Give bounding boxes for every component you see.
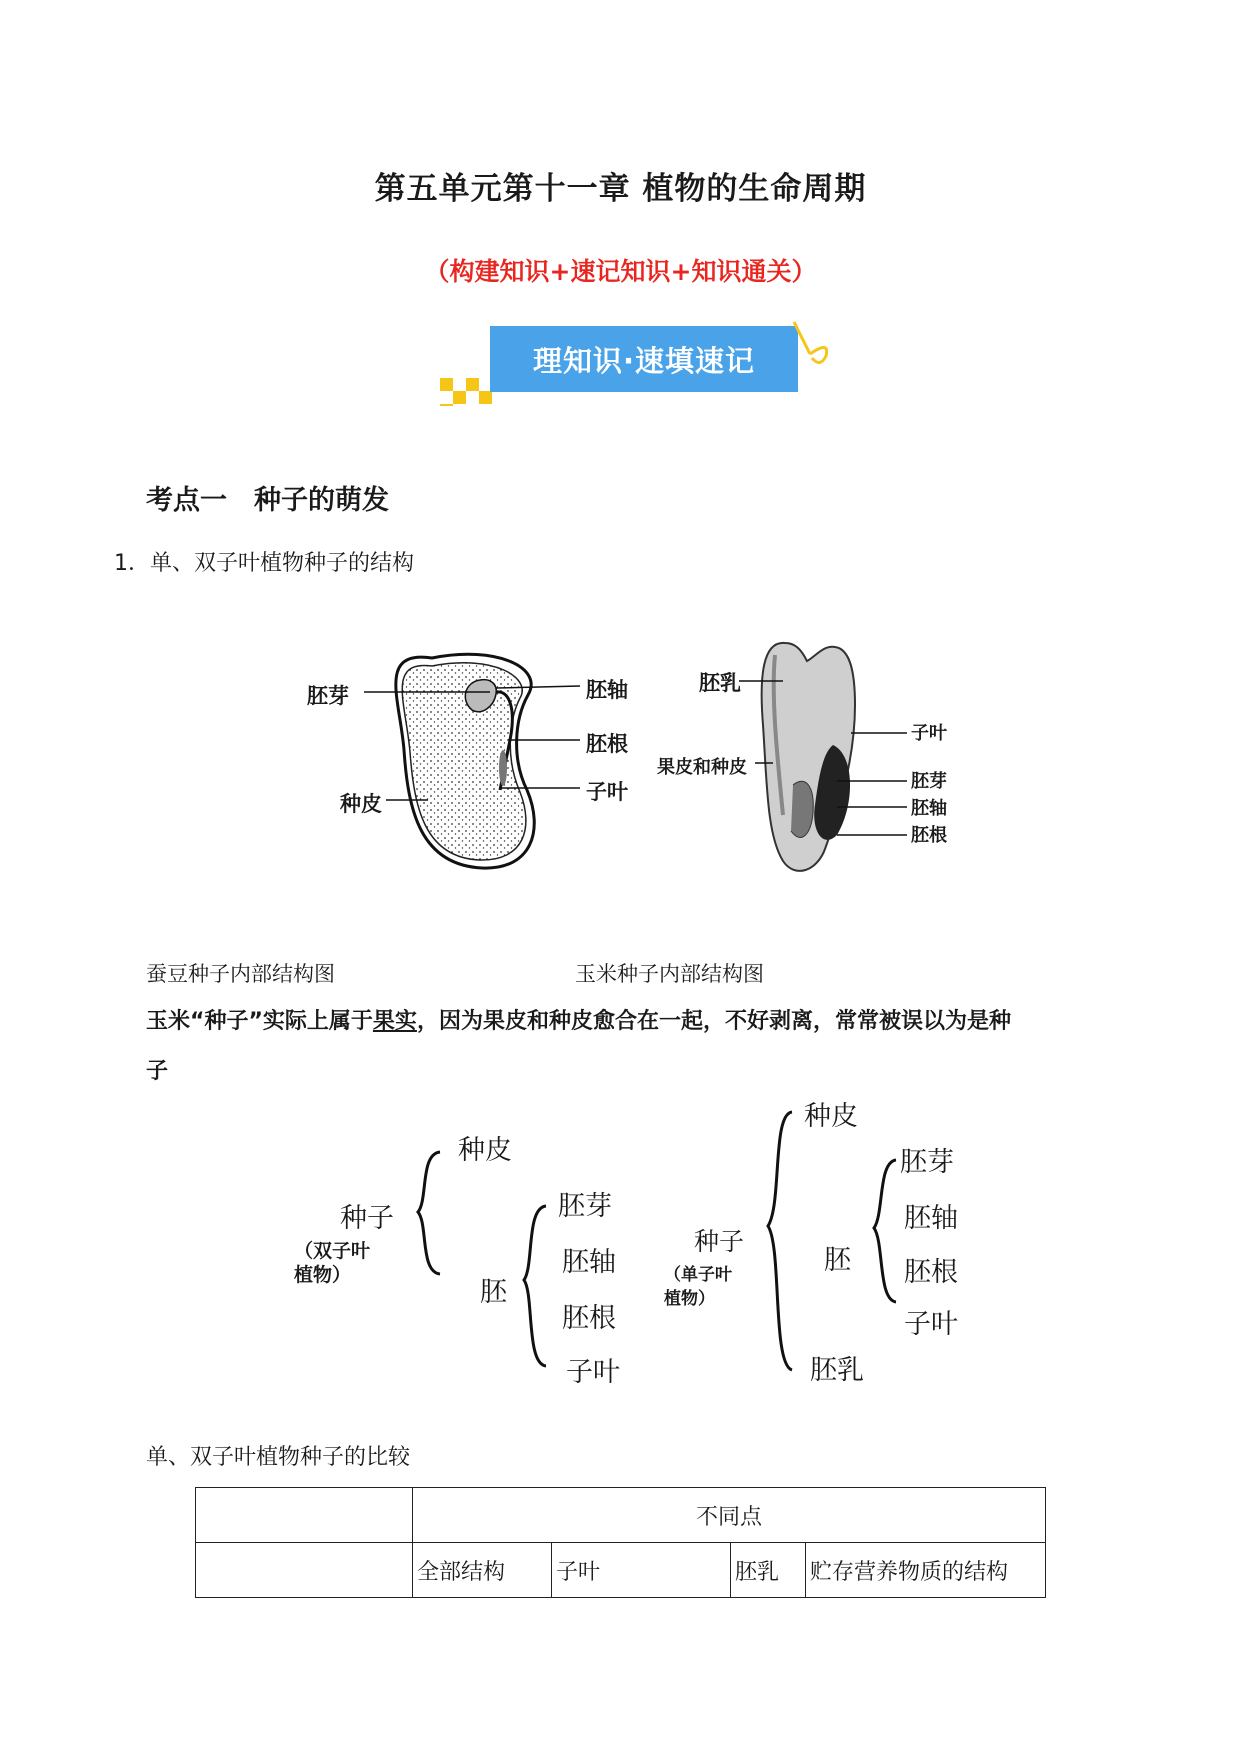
swirl-icon xyxy=(790,318,840,378)
monocot-part-2: 胚轴 xyxy=(904,1203,958,1234)
bean-seed-figure xyxy=(307,640,640,880)
comparison-table xyxy=(195,1487,1046,1598)
corn-label-guopi: 果皮和种皮 xyxy=(657,757,747,778)
monocot-part-1: 胚芽 xyxy=(900,1147,954,1178)
table-col-endosperm: 胚乳 xyxy=(731,1543,806,1598)
monocot-root: 种子 xyxy=(694,1227,745,1256)
dicot-part-3: 胚根 xyxy=(562,1303,616,1334)
corn-label-peigen: 胚根 xyxy=(911,825,947,846)
bean-label-peizhou: 胚轴 xyxy=(586,678,628,702)
bean-label-peiya: 胚芽 xyxy=(307,684,349,708)
checker-decoration xyxy=(440,378,492,406)
corn-note-rest: ，因为果皮和种皮愈合在一起，不好剥离，常常被误以为是种 xyxy=(416,1009,1011,1034)
monocot-part-3: 胚根 xyxy=(904,1257,958,1288)
table-row xyxy=(196,1488,1046,1543)
caption-corn: 玉米种子内部结构图 xyxy=(575,962,764,986)
table-col-structure: 全部结构 xyxy=(413,1543,552,1598)
corn-note-prefix: 玉米“种子”实际上属于 xyxy=(146,1009,373,1034)
dicot-zhongpi: 种皮 xyxy=(458,1135,512,1166)
corn-label-peiya: 胚芽 xyxy=(911,771,947,792)
dicot-root: 种子 xyxy=(340,1203,394,1234)
corn-note xyxy=(146,1004,1126,1035)
monocot-peiru: 胚乳 xyxy=(810,1355,864,1386)
corn-label-peiru: 胚乳 xyxy=(699,671,741,695)
monocot-root-note1: （单子叶 xyxy=(664,1265,732,1285)
dicot-seed-tree xyxy=(290,1100,710,1400)
page-subtitle: （构建知识+速记知识+知识通关） xyxy=(424,257,817,286)
corn-label-ziye: 子叶 xyxy=(911,723,947,744)
bean-label-zhongpi: 种皮 xyxy=(340,792,382,816)
item-1-heading: 1．单、双子叶植物种子的结构 xyxy=(114,551,414,576)
table-row xyxy=(196,1543,1046,1598)
caption-bean: 蚕豆种子内部结构图 xyxy=(146,962,335,986)
corn-note-line2: 子 xyxy=(146,1059,169,1084)
section-heading: 考点一 种子的萌发 xyxy=(146,485,389,516)
monocot-zhongpi: 种皮 xyxy=(804,1101,858,1132)
table-cell-empty xyxy=(196,1543,413,1598)
table-col-storage: 贮存营养物质的结构 xyxy=(806,1543,1046,1598)
bean-label-ziye: 子叶 xyxy=(586,780,628,804)
section-banner: 理知识·速填速记 xyxy=(490,326,798,392)
monocot-root-note2: 植物） xyxy=(664,1289,715,1309)
corn-seed-figure xyxy=(655,635,955,885)
dicot-part-2: 胚轴 xyxy=(562,1247,616,1278)
monocot-pei: 胚 xyxy=(824,1245,851,1276)
table-col-cotyledon: 子叶 xyxy=(552,1543,731,1598)
dicot-part-1: 胚芽 xyxy=(558,1191,612,1222)
compare-heading: 单、双子叶植物种子的比较 xyxy=(146,1445,411,1470)
corn-label-peizhou: 胚轴 xyxy=(911,798,947,819)
table-header-diff: 不同点 xyxy=(413,1488,1046,1543)
monocot-part-4: 子叶 xyxy=(904,1309,958,1340)
dicot-pei: 胚 xyxy=(480,1277,507,1308)
dicot-root-note2: 植物） xyxy=(294,1264,352,1286)
dicot-part-4: 子叶 xyxy=(566,1357,620,1388)
page-title: 第五单元第十一章 植物的生命周期 xyxy=(374,171,867,207)
dicot-root-note1: （双子叶 xyxy=(294,1240,371,1262)
monocot-seed-tree xyxy=(660,1094,1020,1404)
corn-note-answer: 果实 xyxy=(372,1009,417,1034)
table-cell-empty xyxy=(196,1488,413,1543)
bean-label-peigen: 胚根 xyxy=(586,732,628,756)
